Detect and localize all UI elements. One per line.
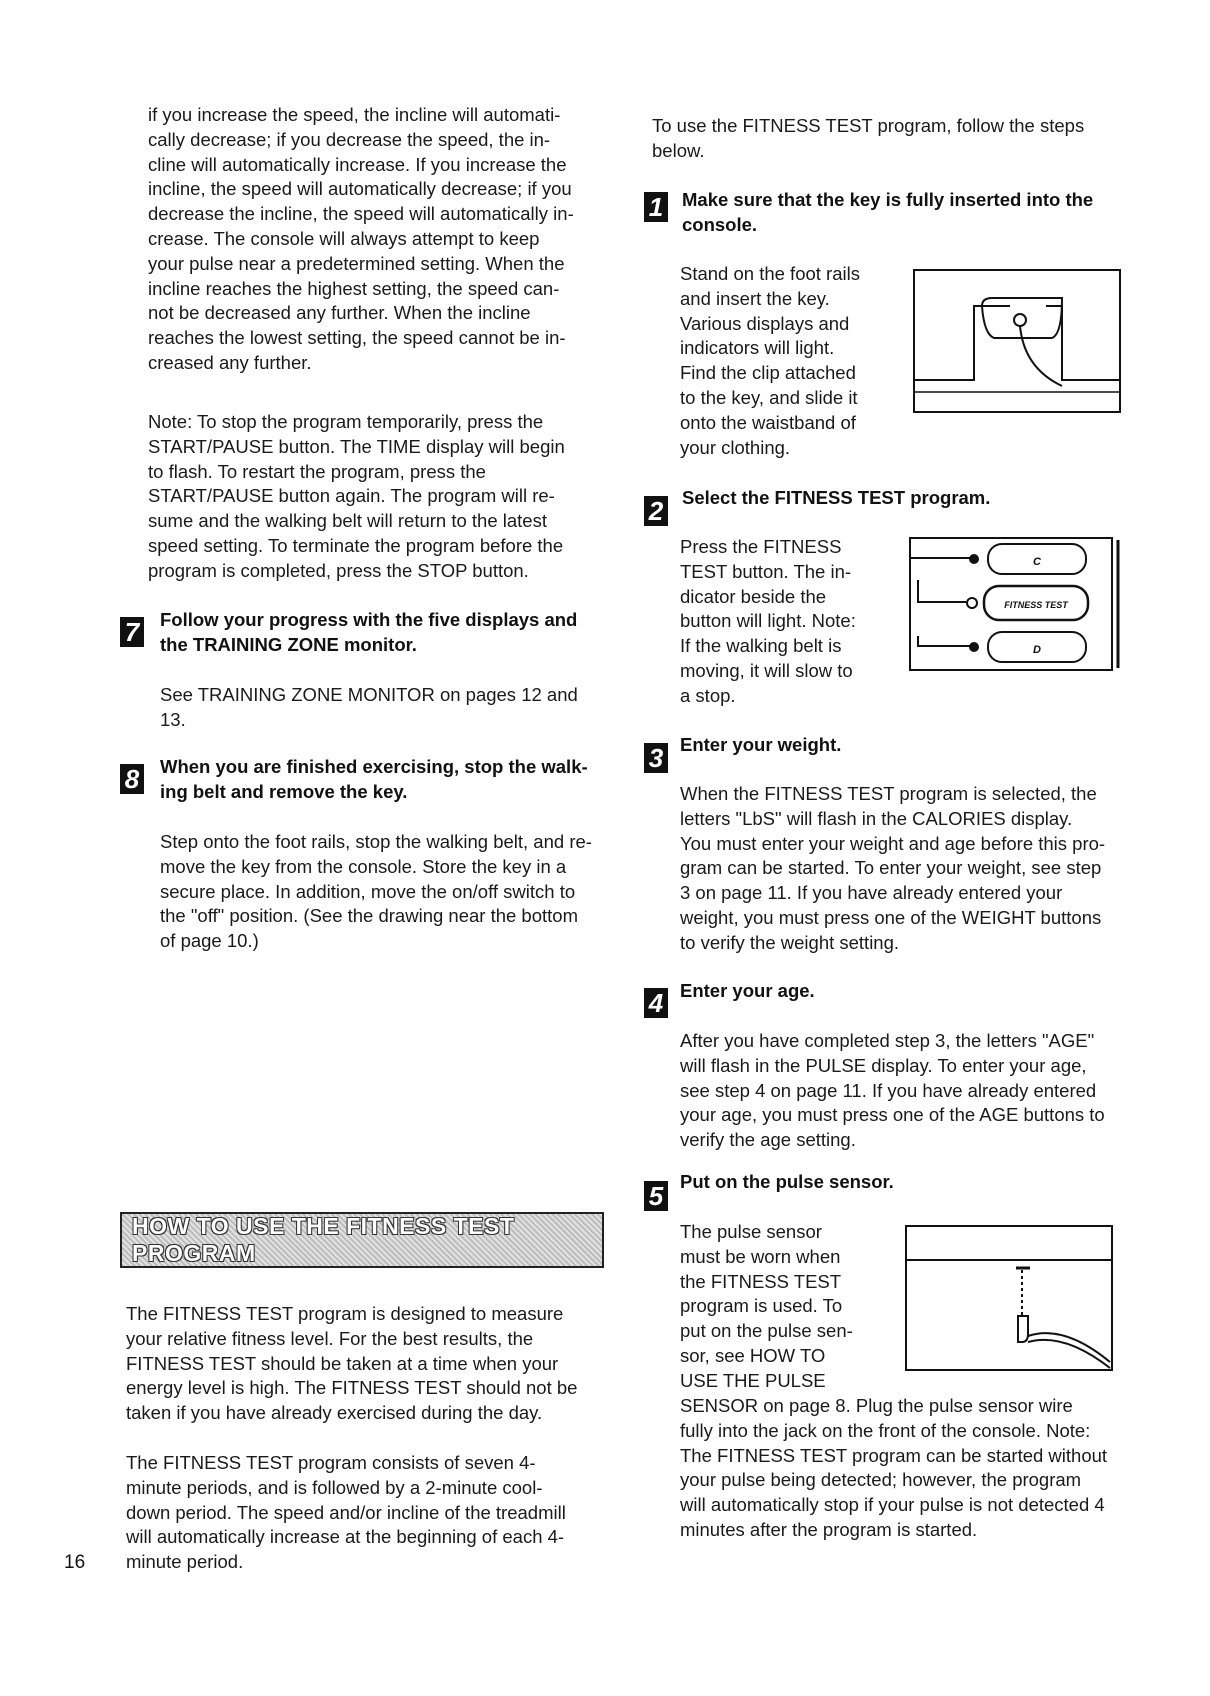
step-3-body: [680, 782, 1105, 956]
text-line: To use the FITNESS TEST program, follow the steps: [652, 115, 1085, 136]
text-line: minute periods, and is followed by a 2-minute cool-: [126, 1476, 543, 1498]
text-line: START/PAUSE button again. The program will re-: [148, 485, 555, 507]
text-line: must be worn when: [680, 1245, 841, 1267]
text-line: down period. The speed and/or incline of the treadmill: [126, 1501, 566, 1523]
step-7-badge: 7: [120, 617, 144, 647]
step-4-body: [680, 1029, 1105, 1153]
step-5-body-wide: [680, 1394, 1107, 1543]
wire-middle: [918, 580, 966, 602]
heading-line: Enter your weight.: [680, 734, 842, 755]
text-line: to verify the weight setting.: [680, 931, 900, 953]
heading-line: Put on the pulse sensor.: [680, 1171, 894, 1192]
heading-line: the TRAINING ZONE monitor.: [160, 633, 417, 655]
text-line: move the key from the console. Store the key in a: [160, 855, 567, 877]
text-line: gram can be started. To enter your weight, see step: [680, 857, 1102, 879]
text-line: cally decrease; if you decrease the speed, the in-: [148, 128, 551, 150]
text-line: put on the pulse sen-: [680, 1320, 853, 1342]
heading-line: Enter your age.: [680, 980, 815, 1001]
text-line: will flash in the PULSE display. To enter your age,: [680, 1054, 1087, 1076]
text-line: Note: To stop the program temporarily, press the: [148, 411, 544, 432]
step-8-badge: 8: [120, 764, 144, 794]
console-right-edge: [1046, 306, 1120, 380]
text-line: minute period.: [126, 1551, 244, 1573]
text-line: The FITNESS TEST program can be started without: [680, 1444, 1108, 1466]
text-line: Stand on the foot rails: [680, 263, 860, 284]
section-title: HOW TO USE THE FITNESS TEST PROGRAM: [132, 1213, 515, 1266]
indicator-bottom: [970, 643, 978, 651]
note-paragraph: [148, 410, 565, 584]
text-line: your pulse near a predetermined setting. When the: [148, 252, 565, 274]
step-4-badge: 4: [644, 988, 668, 1018]
text-line: your clothing.: [680, 436, 791, 458]
key-insert-illustration: [912, 268, 1122, 414]
text-line: The FITNESS TEST program consists of seven 4-: [126, 1452, 536, 1473]
text-line: TEST button. The in-: [680, 560, 852, 582]
step-4-heading: [680, 979, 815, 1004]
text-line: You must enter your weight and age before this pro-: [680, 832, 1106, 854]
step-8-heading: [160, 755, 588, 805]
text-line: decrease the incline, the speed will automatically in-: [148, 203, 574, 225]
text-line: sor, see HOW TO: [680, 1344, 826, 1366]
text-line: and insert the key.: [680, 287, 830, 309]
fitness-periods-paragraph: [126, 1451, 566, 1575]
key-slot: [982, 298, 1062, 338]
step-2-heading: [682, 486, 990, 511]
step-1-heading: [682, 188, 1093, 238]
fitness-test-button-illustration: [908, 536, 1126, 676]
section-banner: [120, 1212, 604, 1268]
text-line: minutes after the program is started.: [680, 1518, 978, 1540]
label-fitness-test: FITNESS TEST: [1004, 600, 1068, 610]
text-line: the FITNESS TEST: [680, 1270, 842, 1292]
text-line: the "off" position. (See the drawing near the bottom: [160, 905, 578, 927]
text-line: will automatically increase at the beginning of each 4-: [126, 1526, 565, 1548]
sensor-plug: [1018, 1316, 1028, 1342]
text-line: creased any further.: [148, 351, 312, 373]
page-number: 16: [64, 1552, 86, 1573]
step-2-body: [680, 535, 856, 709]
text-line: fully into the jack on the front of the console. Note:: [680, 1419, 1091, 1441]
step-5-heading: [680, 1170, 894, 1195]
heading-line: When you are finished exercising, stop the walk-: [160, 756, 588, 777]
incline-paragraph: [148, 103, 574, 376]
pulse-sensor-illustration: [904, 1224, 1116, 1374]
indicator-fitness: [967, 598, 977, 608]
indicator-top: [970, 555, 978, 563]
text-line: a stop.: [680, 684, 736, 706]
right-column: [650, 0, 1170, 1696]
text-line: 3 on page 11. If you have already entered your: [680, 882, 1063, 904]
text-line: your age, you must press one of the AGE buttons to: [680, 1104, 1105, 1126]
sensor-wire-outline: [1028, 1340, 1110, 1368]
text-line: your pulse being detected; however, the program: [680, 1469, 1082, 1491]
wire-bottom: [918, 636, 970, 646]
sensor-wire: [1028, 1333, 1110, 1362]
text-line: START/PAUSE button. The TIME display will begin: [148, 435, 565, 457]
label-c: C: [1033, 556, 1041, 568]
text-line: Step onto the foot rails, stop the walking belt, and re-: [160, 831, 592, 852]
console-left-edge: [914, 306, 1010, 380]
text-line: weight, you must press one of the WEIGHT buttons: [680, 906, 1102, 928]
text-line: Various displays and: [680, 312, 850, 334]
text-line: reaches the lowest setting, the speed cannot be in-: [148, 327, 566, 349]
step-3-badge: 3: [644, 743, 668, 773]
text-line: if you increase the speed, the incline will automati-: [148, 104, 561, 125]
text-line: taken if you have already exercised during the day.: [126, 1402, 543, 1424]
text-line: dicator beside the: [680, 585, 827, 607]
text-line: onto the waistband of: [680, 411, 856, 433]
text-line: verify the age setting.: [680, 1129, 856, 1151]
heading-line: Make sure that the key is fully inserted into the: [682, 189, 1094, 210]
step-2-badge: 2: [644, 496, 668, 526]
text-line: energy level is high. The FITNESS TEST should not be: [126, 1377, 578, 1399]
text-line: Press the FITNESS: [680, 536, 842, 557]
text-line: incline, the speed will automatically decrease; if you: [148, 178, 572, 200]
text-line: to flash. To restart the program, press the: [148, 460, 486, 482]
text-line: speed setting. To terminate the program before the: [148, 534, 564, 556]
text-line: program is completed, press the STOP button.: [148, 559, 529, 581]
heading-line: Follow your progress with the five displays and: [160, 609, 578, 630]
text-line: of page 10.): [160, 930, 259, 952]
text-line: If the walking belt is: [680, 635, 842, 657]
text-line: see step 4 on page 11. If you have already entered: [680, 1079, 1097, 1101]
text-line: button will light. Note:: [680, 610, 856, 632]
text-line: letters "LbS" will flash in the CALORIES display.: [680, 807, 1073, 829]
text-line: program is used. To: [680, 1295, 843, 1317]
text-line: below.: [652, 139, 705, 161]
step-8-body: [160, 830, 592, 954]
text-line: USE THE PULSE: [680, 1369, 826, 1391]
text-line: SENSOR on page 8. Plug the pulse sensor wire: [680, 1395, 1073, 1416]
text-line: your relative fitness level. For the best results, the: [126, 1327, 534, 1349]
text-line: After you have completed step 3, the letters "AGE": [680, 1030, 1095, 1051]
step-5-badge: 5: [644, 1181, 668, 1211]
heading-line: console.: [682, 213, 758, 235]
text-line: cline will automatically increase. If you increase the: [148, 153, 567, 175]
text-line: Find the clip attached: [680, 362, 856, 384]
text-line: crease. The console will always attempt to keep: [148, 227, 540, 249]
text-line: indicators will light.: [680, 337, 835, 359]
figure-frame: [914, 270, 1120, 412]
text-line: moving, it will slow to: [680, 659, 853, 681]
heading-line: Select the FITNESS TEST program.: [682, 487, 991, 508]
label-d: D: [1033, 644, 1041, 656]
key-icon: [1014, 314, 1026, 326]
text-line: When the FITNESS TEST program is selected, the: [680, 783, 1097, 804]
step-3-heading: [680, 733, 841, 758]
heading-line: ing belt and remove the key.: [160, 780, 408, 802]
text-line: not be decreased any further. When the incline: [148, 302, 531, 324]
text-line: See TRAINING ZONE MONITOR on pages 12 and: [160, 684, 578, 705]
text-line: will automatically stop if your pulse is not detected 4: [680, 1494, 1105, 1516]
step-7-heading: [160, 608, 577, 658]
step-5-body-narrow: [680, 1220, 853, 1394]
step-1-body: [680, 262, 860, 460]
text-line: The pulse sensor: [680, 1221, 822, 1242]
step-1-badge: 1: [644, 192, 668, 222]
text-line: to the key, and slide it: [680, 386, 858, 408]
step-7-body: [160, 683, 578, 733]
right-intro: [652, 114, 1084, 164]
text-line: 13.: [160, 708, 186, 730]
text-line: sume and the walking belt will return to the latest: [148, 510, 547, 532]
text-line: The FITNESS TEST program is designed to measure: [126, 1303, 564, 1324]
fitness-intro-paragraph: [126, 1302, 577, 1426]
text-line: incline reaches the highest setting, the speed can-: [148, 277, 560, 299]
text-line: FITNESS TEST should be taken at a time when your: [126, 1352, 559, 1374]
text-line: secure place. In addition, move the on/off switch to: [160, 880, 576, 902]
